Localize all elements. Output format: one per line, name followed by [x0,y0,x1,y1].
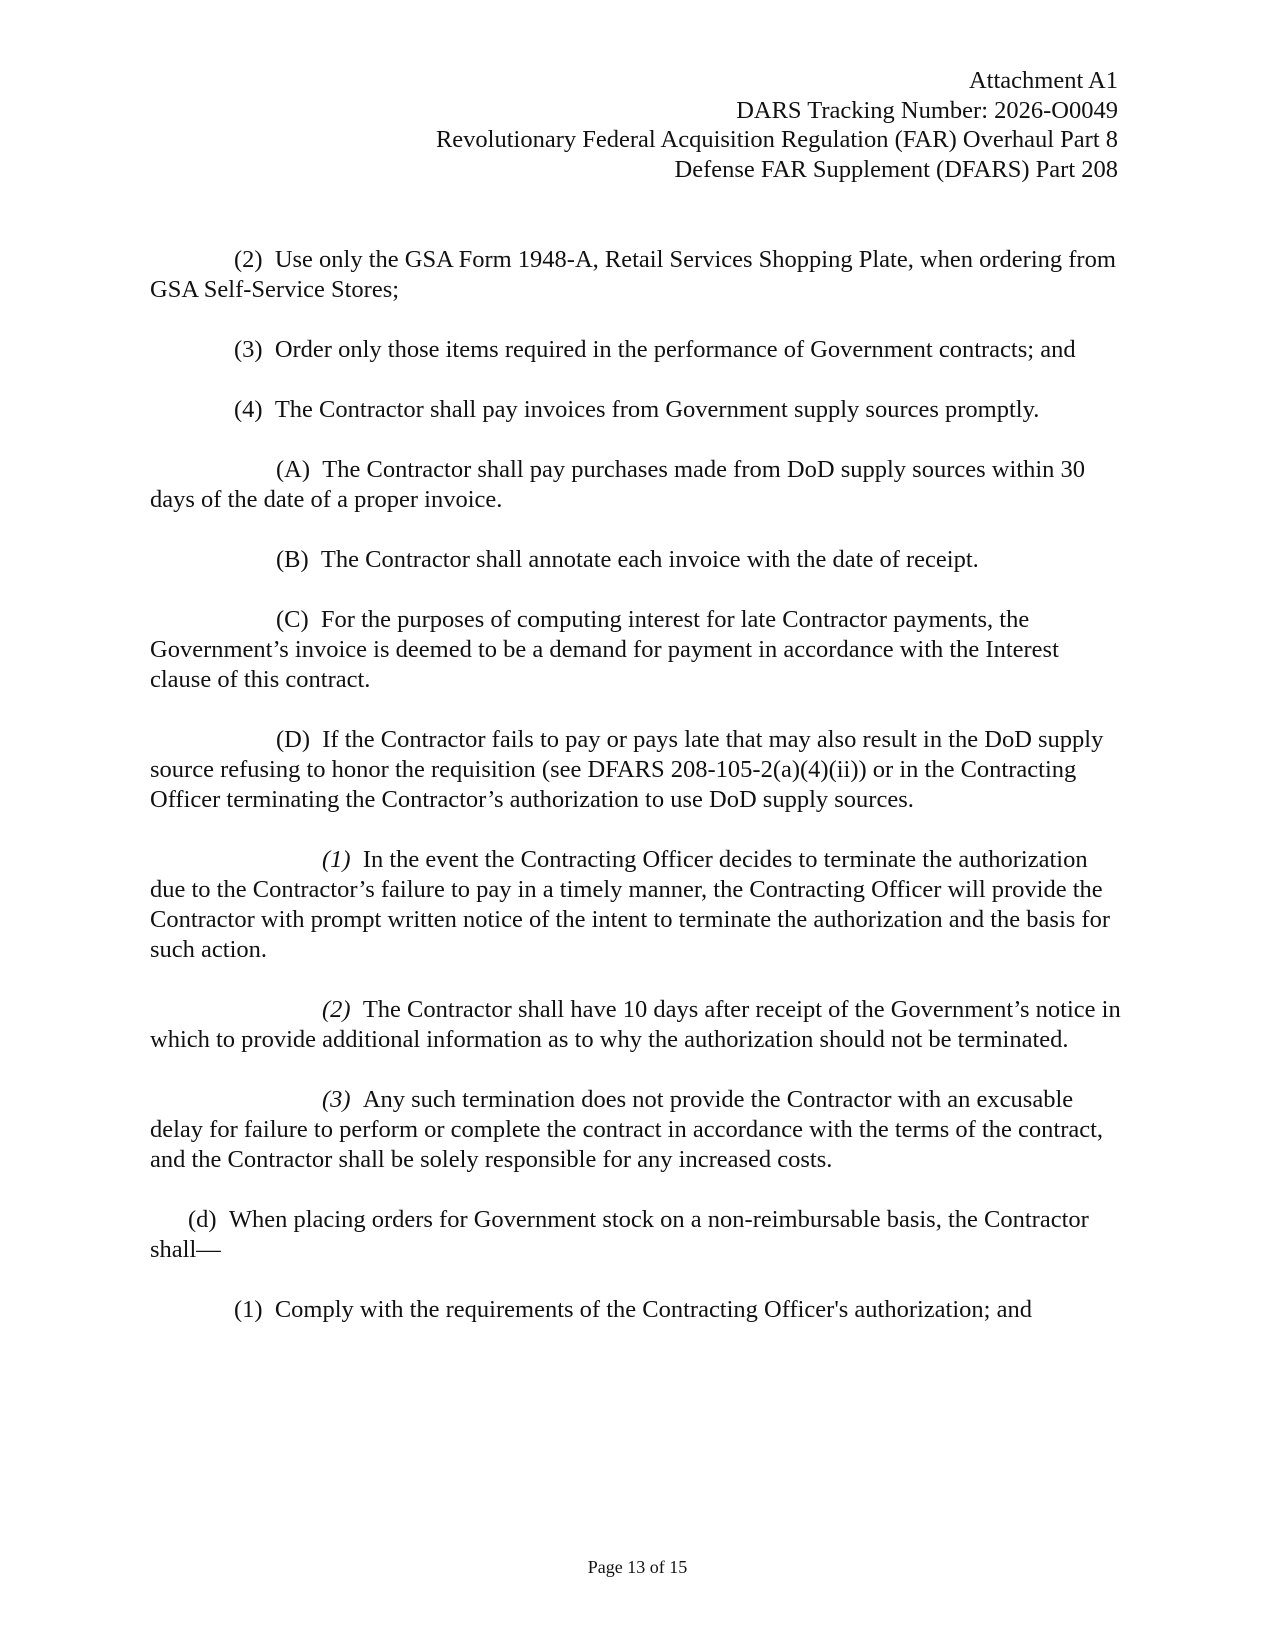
document-body [150,245,1126,1355]
paragraph-c-3 [150,335,1126,365]
paragraph-number: (2) [322,996,351,1023]
paragraph-number: (A) [276,456,311,483]
paragraph-c-4 [150,395,1126,425]
document-header [436,66,1118,184]
paragraph-number: (1) [322,846,351,873]
paragraph-d [150,1205,1126,1265]
paragraph-text: Any such termination does not provide the Contractor with an excusable delay for failure to perform or complete the contract in accordance with the terms of the contract, and the Contractor shall be solely responsible for any increased costs. [150,1086,1104,1173]
paragraph-number: (B) [276,546,309,573]
paragraph-c-4-b [150,545,1126,575]
page-number: Page 13 of 15 [587,1557,688,1577]
paragraph-number: (C) [276,606,309,633]
paragraph-text: The Contractor shall annotate each invoice with the date of receipt. [320,546,979,573]
paragraph-c-4-d-2 [150,995,1126,1055]
paragraph-c-4-a [150,455,1126,515]
paragraph-number: (D) [276,726,311,753]
paragraph-number: (1) [234,1296,263,1323]
paragraph-text: When placing orders for Government stock on a non-reimbursable basis, the Contractor shall— [150,1206,1089,1263]
tracking-number: DARS Tracking Number: 2026-O0049 [736,96,1118,124]
paragraph-c-4-d-1 [150,845,1126,965]
paragraph-text: In the event the Contracting Officer decides to terminate the authorization due to the Contractor’s failure to pay in a timely manner, the Contracting Officer will provide the Contractor with prompt written notice of the intent to terminate the authorization and the basis for such action. [150,846,1110,963]
attachment-label: Attachment A1 [968,67,1118,94]
paragraph-c-4-d-3 [150,1085,1126,1175]
paragraph-d-1 [150,1295,1126,1325]
paragraph-number: (d) [188,1206,217,1233]
paragraph-c-4-d [150,725,1126,815]
paragraph-c-4-c [150,605,1126,695]
far-overhaul-title: Revolutionary Federal Acquisition Regulation (FAR) Overhaul Part 8 [435,126,1118,153]
paragraph-c-2 [150,245,1126,305]
dfars-part-title: Defense FAR Supplement (DFARS) Part 208 [674,155,1118,183]
paragraph-text: If the Contractor fails to pay or pays late that may also result in the DoD supply source refusing to honor the requisition (see DFARS 208-105-2(a)(4)(ii)) or in the Contracting Officer terminating the Contractor’s authorization to use DoD supply sources. [150,726,1104,813]
paragraph-number: (3) [234,336,263,363]
paragraph-text: The Contractor shall pay purchases made from DoD supply sources within 30 days of the date of a proper invoice. [150,456,1085,513]
paragraph-text: The Contractor shall pay invoices from Government supply sources promptly. [274,396,1040,423]
paragraph-text: Use only the GSA Form 1948-A, Retail Services Shopping Plate, when ordering from GSA Self-Service Stores; [150,246,1116,303]
paragraph-text: Comply with the requirements of the Contracting Officer's authorization; and [274,1296,1032,1323]
paragraph-text: The Contractor shall have 10 days after receipt of the Government’s notice in which to provide additional information as to why the authorization should not be terminated. [150,996,1121,1053]
paragraph-text: Order only those items required in the performance of Government contracts; and [274,336,1076,363]
paragraph-number: (3) [322,1086,351,1113]
paragraph-text: For the purposes of computing interest for late Contractor payments, the Government’s invoice is deemed to be a demand for payment in accordance with the Interest clause of this contract. [150,606,1059,693]
paragraph-number: (2) [234,246,263,273]
paragraph-number: (4) [234,396,263,423]
